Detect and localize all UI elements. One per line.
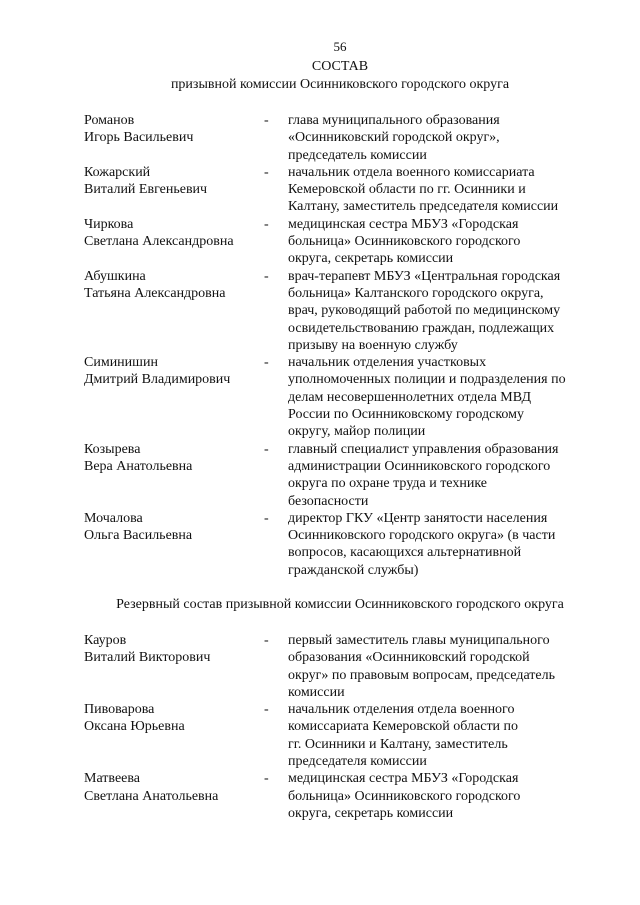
member-name-line: Пивоварова: [84, 702, 155, 718]
member-name-line: Абушкина: [84, 268, 146, 284]
member-name-line: Оксана Юрьевна: [84, 719, 185, 735]
member-role-line: уполномоченных полиции и подразделения по: [288, 372, 566, 388]
member-role-line: начальник отделения участковых: [288, 355, 487, 371]
member-role-line: комиссариата Кемеровской области по: [288, 719, 519, 735]
member-entry: [0, 268, 640, 354]
member-role: [288, 632, 603, 701]
member-role-line: безопасности: [288, 493, 369, 509]
document-title: СОСТАВ: [311, 59, 369, 74]
member-entry: [0, 354, 640, 440]
member-name: [84, 632, 264, 701]
member-role: [288, 701, 603, 770]
member-entry: [0, 164, 640, 216]
member-role-line: глава муниципального образования: [288, 113, 500, 128]
member-role: [288, 112, 603, 164]
member-name-line: Чиркова: [84, 216, 134, 232]
member-name: [84, 216, 264, 268]
member-name-line: Козырева: [84, 441, 141, 457]
member-role-line: делам несовершеннолетних отдела МВД: [288, 389, 532, 405]
reserve-member-list: [0, 632, 640, 822]
member-role-line: «Осинниковский городской округ»,: [288, 130, 500, 146]
dash-separator: -: [264, 633, 269, 648]
dash-separator: -: [264, 355, 269, 371]
member-role-line: гг. Осинники и Калтану, заместитель: [288, 736, 508, 752]
member-name-line: Матвеева: [84, 771, 141, 787]
member-name-line: Ольга Васильевна: [84, 528, 193, 544]
member-name-line: Светлана Александровна: [84, 234, 234, 250]
member-name-line: Симинишин: [84, 355, 158, 371]
member-name-line: Татьяна Александровна: [84, 285, 226, 301]
dash-separator: -: [264, 771, 269, 787]
member-role-line: первый заместитель главы муниципального: [288, 633, 550, 648]
member-role-line: начальник отделения отдела военного: [288, 702, 515, 718]
member-role-line: врач-терапевт МБУЗ «Центральная городская: [288, 268, 561, 284]
member-name: [84, 510, 264, 579]
member-name-line: Светлана Анатольевна: [84, 788, 219, 804]
page-number: 56: [333, 39, 347, 54]
member-entry: [0, 441, 640, 510]
member-name: [84, 701, 264, 770]
member-role-line: гражданской службы): [288, 562, 419, 578]
member-role: [288, 441, 603, 510]
commission-member-list: [0, 112, 640, 579]
member-role-line: администрации Осинниковского городского: [288, 458, 551, 474]
member-role: [288, 216, 603, 268]
reserve-heading: Резервный состав призывной комиссии Осинниковского городского округа: [116, 597, 564, 612]
member-name: [84, 164, 264, 216]
member-role-line: медицинская сестра МБУЗ «Городская: [288, 771, 519, 787]
member-role-line: комиссии: [288, 684, 345, 700]
member-role-line: Калтану, заместитель председателя комиссии: [288, 199, 559, 215]
member-entry: [0, 112, 640, 164]
dash-separator: -: [264, 702, 269, 718]
member-role-line: главный специалист управления образования: [288, 441, 559, 457]
member-role-line: больница» Калтанского городского округа,: [288, 285, 544, 301]
member-role-line: округа, секретарь комиссии: [288, 805, 454, 821]
member-role-line: медицинская сестра МБУЗ «Городская: [288, 216, 519, 232]
member-role-line: больница» Осинниковского городского: [288, 234, 521, 250]
member-role-line: призыву на военную службу: [288, 337, 458, 353]
member-entry: [0, 510, 640, 579]
member-role-line: округа по охране труда и технике: [288, 476, 487, 492]
member-role-line: председатель комиссии: [288, 147, 427, 163]
document-heading: [0, 58, 640, 94]
member-name-line: Кожарский: [84, 164, 151, 180]
member-role-line: округу, майор полиции: [288, 424, 426, 440]
member-name: [84, 268, 264, 354]
member-name-line: Мочалова: [84, 510, 143, 526]
member-role: [288, 268, 603, 354]
dash-separator: -: [264, 113, 269, 128]
member-name: [84, 112, 264, 164]
member-name-line: Вера Анатольевна: [84, 458, 193, 474]
member-entry: [0, 216, 640, 268]
member-role-line: больница» Осинниковского городского: [288, 788, 521, 804]
member-role-line: вопросов, касающихся альтернативной: [288, 545, 522, 561]
member-role: [288, 770, 603, 822]
member-role-line: директор ГКУ «Центр занятости населения: [288, 510, 548, 526]
member-role-line: председателя комиссии: [288, 754, 427, 770]
member-role: [288, 164, 603, 216]
member-name-line: Виталий Викторович: [84, 650, 211, 666]
member-role-line: начальник отдела военного комиссариата: [288, 164, 535, 180]
member-entry: [0, 632, 640, 701]
member-name-line: Игорь Васильевич: [84, 130, 194, 146]
member-role-line: Осинниковского городского округа» (в части: [288, 528, 556, 544]
member-role-line: образования «Осинниковский городской: [288, 650, 530, 666]
member-role: [288, 510, 603, 579]
member-name-line: Виталий Евгеньевич: [84, 182, 208, 198]
dash-separator: -: [264, 510, 269, 526]
member-entry: [0, 770, 640, 822]
dash-separator: -: [264, 268, 269, 284]
member-name-line: Романов: [84, 113, 135, 128]
member-role: [288, 354, 603, 440]
member-name-line: Дмитрий Владимирович: [84, 372, 231, 388]
member-role-line: врач, руководящий работой по медицинскому: [288, 303, 561, 319]
dash-separator: -: [264, 164, 269, 180]
member-name: [84, 770, 264, 822]
member-entry: [0, 701, 640, 770]
member-role-line: округа, секретарь комиссии: [288, 251, 454, 267]
member-name: [84, 441, 264, 510]
dash-separator: -: [264, 216, 269, 232]
member-name: [84, 354, 264, 440]
member-role-line: Кемеровской области по гг. Осинники и: [288, 182, 526, 198]
dash-separator: -: [264, 441, 269, 457]
member-role-line: освидетельствованию граждан, подлежащих: [288, 320, 555, 336]
document-subtitle: призывной комиссии Осинниковского городского округа: [170, 77, 510, 92]
member-role-line: округ» по правовым вопросам, председатель: [288, 667, 555, 683]
member-role-line: России по Осинниковскому городскому: [288, 407, 525, 423]
member-name-line: Кауров: [84, 633, 127, 648]
